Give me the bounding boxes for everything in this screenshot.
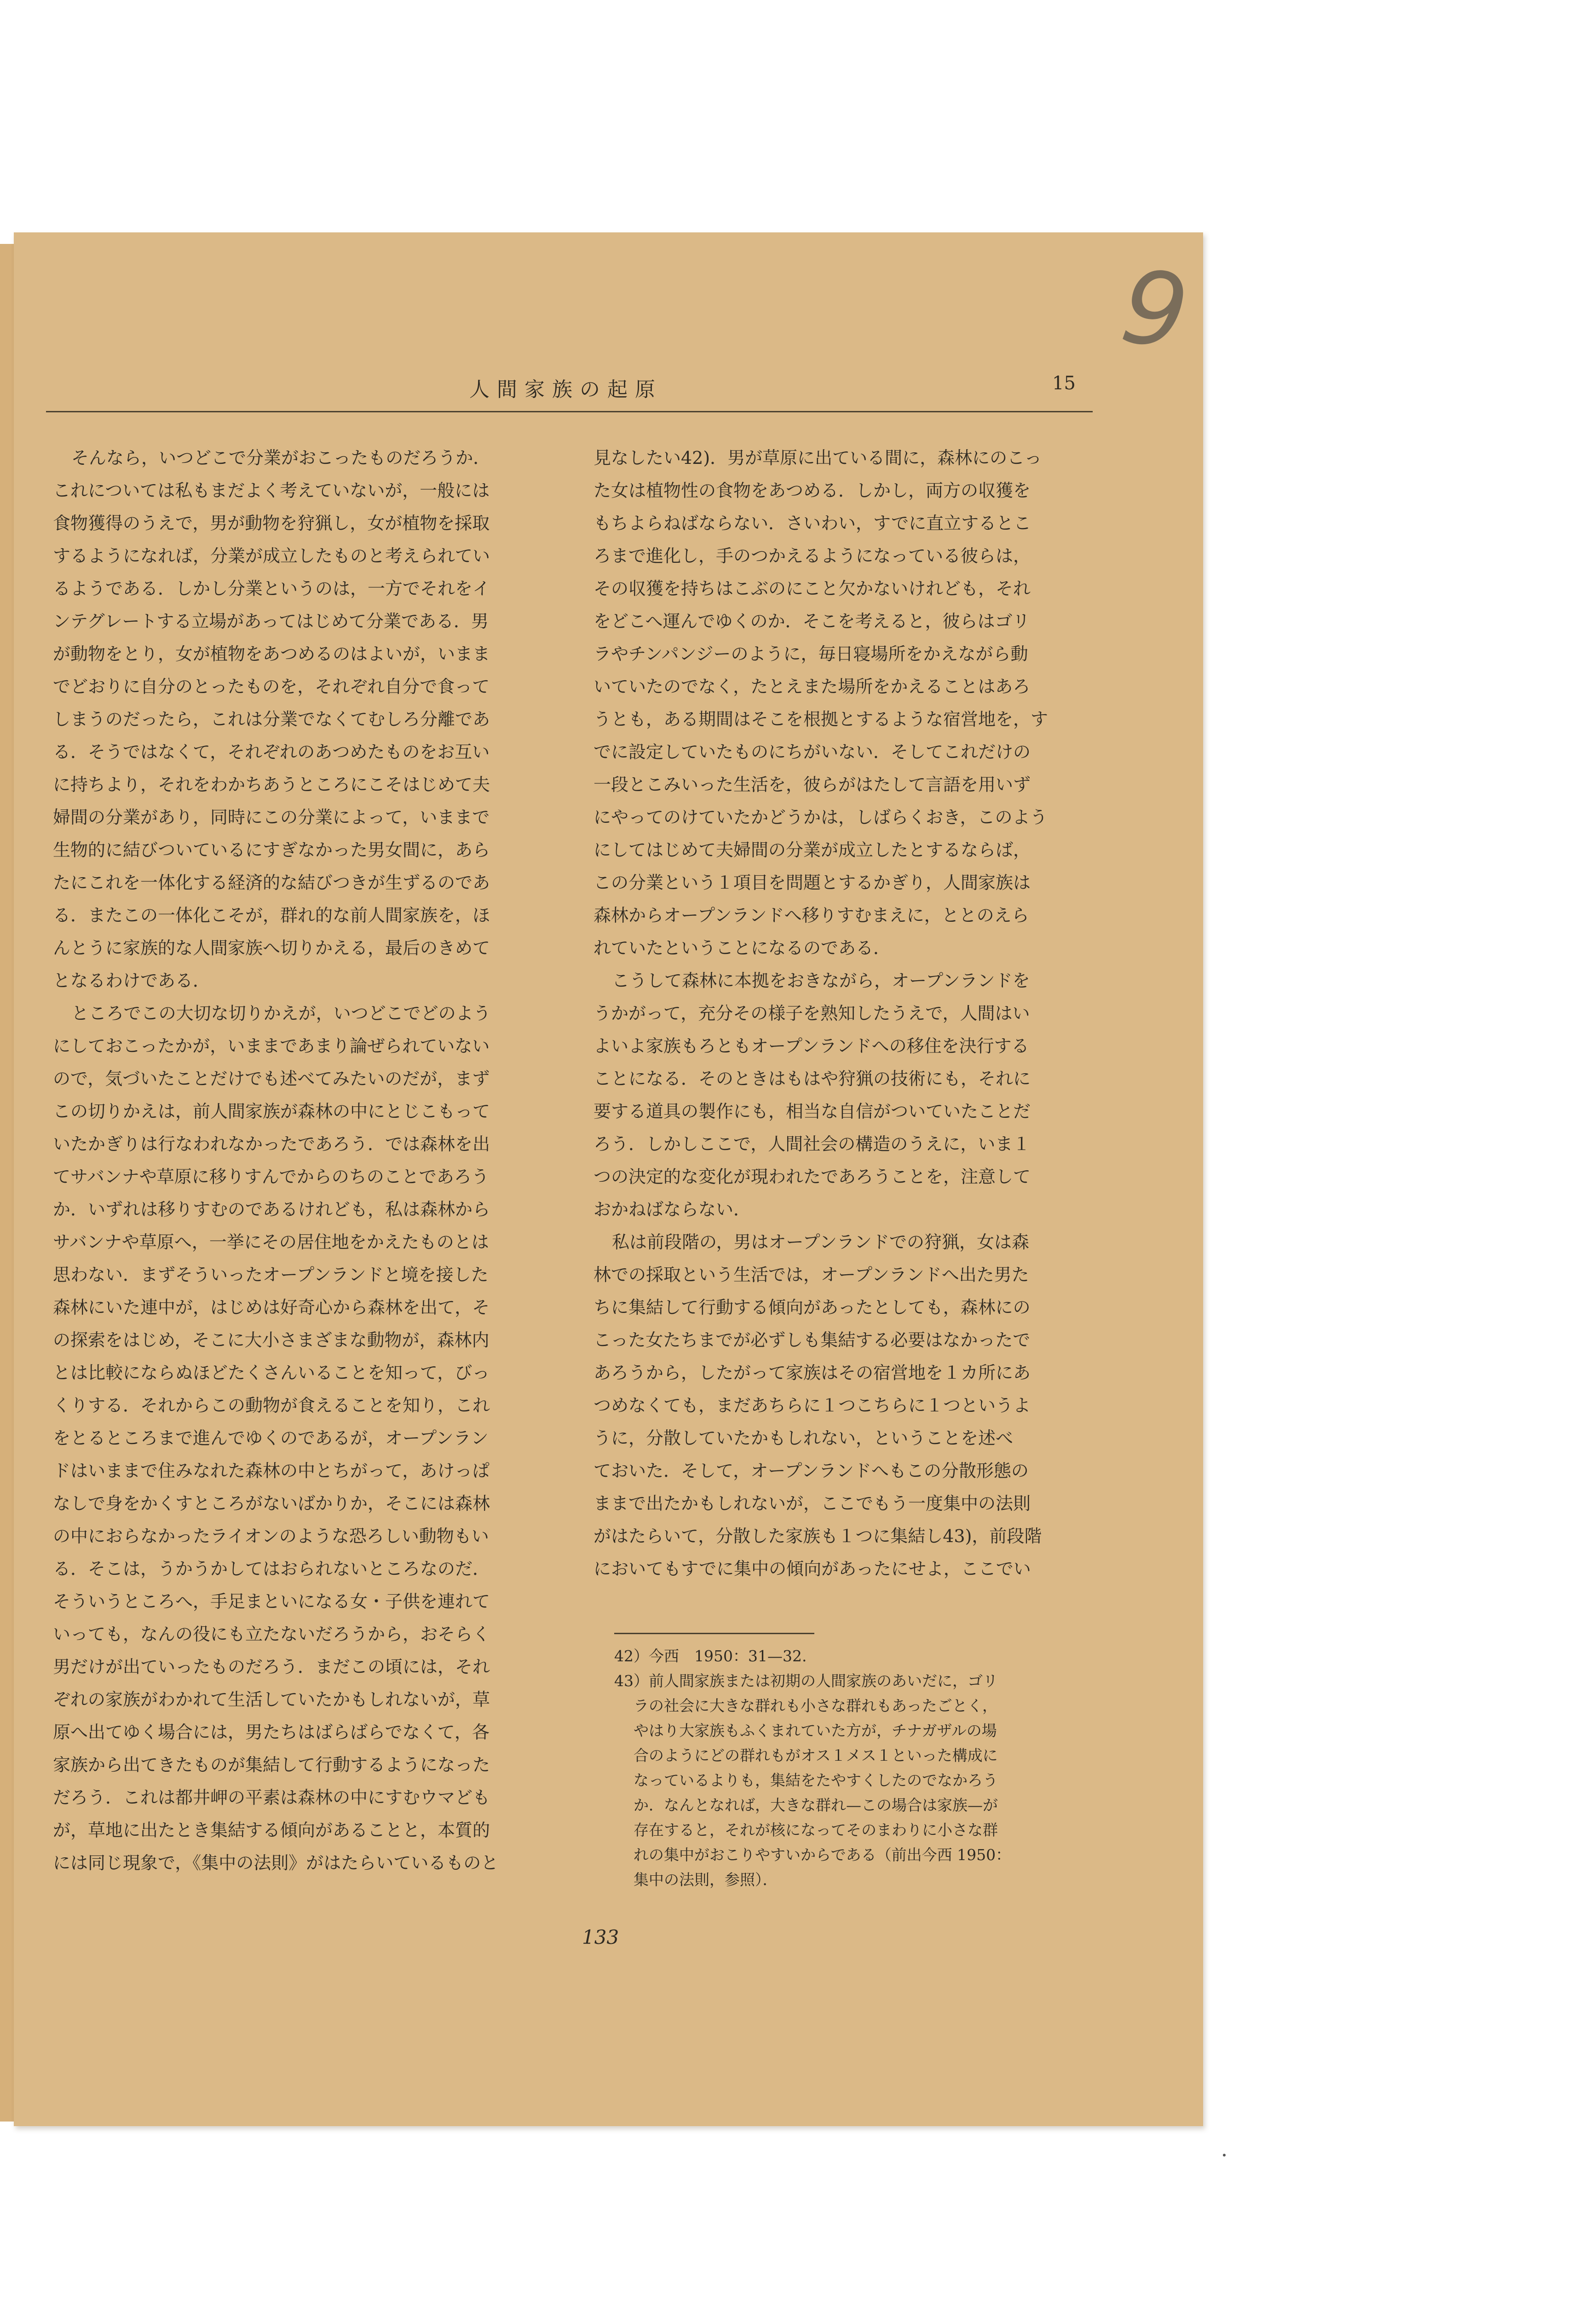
text-line: いたかぎりは行なわれなかったであろう．では森林を出 (53, 1134, 490, 1154)
text-line: 私は前段階の，男はオープンランドでの狩猟，女は森 (612, 1232, 1030, 1252)
footnote-line: れの集中がおこりやすいからである（前出今西 1950： (634, 1846, 1011, 1864)
text-line: には同じ現象で，《集中の法則》がはたらいているものと (53, 1853, 499, 1873)
text-line: にやってのけていたかどうかは，しばらくおき，このよう (593, 807, 1048, 827)
text-line: の探索をはじめ，そこに大小さまざまな動物が，森林内 (53, 1330, 490, 1350)
text-line: でどおりに自分のとったものを，それぞれ自分で食って (53, 676, 490, 697)
text-line: うかがって，充分その様子を熟知したうえで，人間はい (593, 1003, 1030, 1023)
footnote-line: か．なんとなれば，大きな群れ—この場合は家族—が (634, 1796, 998, 1814)
text-line: る．そうではなくて，それぞれのあつめたものをお互い (53, 742, 490, 762)
text-line: ろう．しかしここで，人間社会の構造のうえに，いま１ (593, 1134, 1031, 1154)
text-line: た女は植物性の食物をあつめる．しかし，両方の収獲を (593, 480, 1031, 501)
text-line: てサバンナや草原に移りすんでからのちのことであろう (53, 1167, 489, 1187)
text-line: んとうに家族的な人間家族へ切りかえる，最后のきめて (53, 938, 490, 958)
text-line: が動物をとり，女が植物をあつめるのはよいが，いまま (53, 644, 490, 664)
footnote-rule (614, 1633, 814, 1634)
dust-speck (1223, 2154, 1226, 2156)
text-line: にしてはじめて夫婦間の分業が成立したとするならば， (593, 840, 1031, 860)
header-rule (46, 411, 1093, 412)
text-line: るようである．しかし分業というのは，一方でそれをイ (53, 578, 490, 599)
footnote-line: やはり大家族もふくまれていた方が，チナガザルの場 (634, 1722, 997, 1740)
text-line: つの決定的な変化が現われたであろうことを，注意して (593, 1167, 1031, 1187)
text-line: ろまで進化し，手のつかえるようになっている彼らは， (593, 546, 1031, 566)
text-line: 林での採取という生活では，オープンランドへ出た男た (593, 1265, 1029, 1285)
text-line: 食物獲得のうえで，男が動物を狩猟し，女が植物を採取 (53, 513, 490, 533)
text-line: もちよらねばならない．さいわい，すでに直立するとこ (593, 513, 1031, 533)
text-line: においてもすでに集中の傾向があったにせよ，ここでい (593, 1559, 1031, 1579)
text-line: ことになる．そのときはもはや狩猟の技術にも，それに (593, 1069, 1031, 1089)
footnote-line: 合のようにどの群れもがオス１メス１といった構成に (634, 1746, 998, 1764)
text-line: ぞれの家族がわかれて生活していたかもしれないが，草 (53, 1689, 490, 1710)
left-column (53, 442, 564, 1879)
text-line: うとも，ある期間はそこを根拠とするような宿営地を，す (593, 709, 1049, 729)
footnote-line: 存在すると，それが核になってそのまわりに小さな群 (634, 1821, 998, 1839)
text-line: つめなくても，まだあちらに１つこちらに１つというよ (593, 1395, 1031, 1416)
text-line: だろう．これは都井岬の平素は森林の中にすむウマども (53, 1787, 490, 1808)
text-line: 生物的に結びついているにすぎなかった男女間に，あら (53, 840, 490, 860)
text-line: の中におらなかったライオンのような恐ろしい動物もい (53, 1526, 489, 1546)
text-line: 要する道具の製作にも，相当な自信がついていたことだ (593, 1101, 1031, 1122)
text-line: とは比較にならぬほどたくさんいることを知って，びっ (53, 1363, 490, 1383)
text-line: この分業という１項目を問題とするかぎり，人間家族は (593, 873, 1031, 893)
text-line: をどこへ運んでゆくのか．そこを考えると，彼らはゴリ (593, 611, 1030, 631)
text-line: こうして森林に本拠をおきながら，オープンランドを (612, 971, 1030, 991)
text-line: に持ちより，それをわかちあうところにこそはじめて夫 (53, 775, 490, 795)
text-line: うに，分散していたかもしれない，ということを述べ (593, 1428, 1014, 1448)
text-line: ちに集結して行動する傾向があったとしても，森林にの (593, 1297, 1031, 1318)
text-line: にしておこったかが，いままであまり論ぜられていない (53, 1036, 490, 1056)
text-line: いっても，なんの役にも立たないだろうから，おそらく (53, 1624, 490, 1644)
text-line: そんなら，いつどこで分業がおこったものだろうか． (71, 448, 491, 468)
text-line: か．いずれは移りすむのであるけれども，私は森林から (53, 1199, 490, 1220)
text-line: しまうのだったら，これは分業でなくてむしろ分離であ (53, 709, 490, 729)
text-line: が，草地に出たとき集結する傾向があることと，本質的 (53, 1820, 490, 1840)
text-line: この切りかえは，前人間家族が森林の中にとじこもって (53, 1101, 490, 1122)
running-head: 人間家族の起原 (469, 378, 663, 401)
page-number-top: 15 (1052, 373, 1076, 394)
text-line: よいよ家族もろともオープンランドへの移住を決行する (593, 1036, 1029, 1056)
text-line: ままで出たかもしれないが，ここでもう一度集中の法則 (593, 1493, 1031, 1514)
text-line: ドはいままで住みなれた森林の中とちがって，あけっぱ (53, 1461, 490, 1481)
right-column (593, 442, 1104, 1585)
text-line: ンテグレートする立場があってはじめて分業である．男 (53, 611, 489, 631)
footnote-line: なっているよりも，集結をたやすくしたのでなかろう (634, 1771, 998, 1789)
text-line: たにこれを一体化する経済的な結びつきが生ずるのであ (53, 873, 490, 893)
text-line: その収獲を持ちはこぶのにこと欠かないけれども，それ (593, 578, 1031, 599)
text-line: 家族から出てきたものが集結して行動するようになった (53, 1755, 490, 1775)
text-line: 森林にいた連中が，はじめは好奇心から森林を出て，そ (53, 1297, 490, 1318)
text-line: 森林からオープンランドへ移りすむまえに，ととのえら (593, 905, 1029, 925)
text-line: れていたということになるのである． (593, 938, 891, 958)
text-line: る．そこは，うかうかしてはおられないところなのだ． (53, 1559, 490, 1579)
footnote-line: 集中の法則，参照）． (634, 1871, 778, 1889)
text-line: 思わない．まずそういったオープンランドと境を接した (53, 1265, 489, 1285)
text-line: ラやチンパンジーのように，毎日寝場所をかえながら動 (593, 644, 1028, 664)
text-line: ところでこの大切な切りかえが，いつどこでどのよう (71, 1003, 491, 1023)
text-line: おかねばならない． (593, 1199, 751, 1220)
text-line: る．またこの一体化こそが，群れ的な前人間家族を，ほ (53, 905, 490, 925)
text-line: あろうから，したがって家族はその宿営地を１カ所にあ (593, 1363, 1031, 1383)
handwritten-folio-number: 9 (1114, 247, 1195, 373)
text-line: するようになれば，分業が成立したものと考えられてい (53, 546, 490, 566)
text-line: 原へ出てゆく場合には，男たちはばらばらでなくて，各 (53, 1722, 490, 1742)
text-line: くりする．それからこの動物が食えることを知り，これ (53, 1395, 490, 1416)
text-line: でに設定していたものにちがいない．そしてこれだけの (593, 742, 1031, 762)
text-line: 一段とこみいった生活を，彼らがはたして言語を用いず (593, 775, 1031, 795)
text-line: ので，気づいたことだけでも述べてみたいのだが，まず (53, 1069, 490, 1089)
text-line: サバンナや草原へ，一挙にその居住地をかえたものとは (53, 1232, 489, 1252)
footnote-line: 42）今西 1950：31—32. (614, 1647, 807, 1665)
text-line: ておいた．そして，オープンランドへもこの分散形態の (593, 1461, 1029, 1481)
text-line: をとるところまで進んでゆくのであるが，オープンラン (53, 1428, 489, 1448)
text-line: 見なしたい42)．男が草原に出ている間に，森林にのこっ (593, 448, 1042, 468)
text-line: がはたらいて，分散した家族も１つに集結し43)，前段階 (593, 1526, 1042, 1546)
text-line: こった女たちまでが必ずしも集結する必要はなかったで (593, 1330, 1031, 1350)
text-line: なしで身をかくすところがないばかりか，そこには森林 (53, 1493, 490, 1514)
page-number-bottom: 133 (582, 1926, 619, 1948)
footnote-line: ラの社会に大きな群れも小さな群れもあったごとく， (634, 1697, 998, 1715)
text-line: となるわけである． (53, 971, 211, 991)
footnote-line: 43）前人間家族または初期の人間家族のあいだに，ゴリ (614, 1672, 998, 1690)
text-line: いていたのでなく，たとえまた場所をかえることはあろ (593, 676, 1031, 697)
text-line: 男だけが出ていったものだろう．まだこの頃には，それ (53, 1657, 490, 1677)
text-line: これについては私もまだよく考えていないが，一般には (53, 480, 490, 501)
footnotes (614, 1644, 1125, 1892)
text-line: そういうところへ，手足まといになる女・子供を連れて (53, 1591, 490, 1612)
text-line: 婦間の分業があり，同時にこの分業によって，いままで (53, 807, 490, 827)
